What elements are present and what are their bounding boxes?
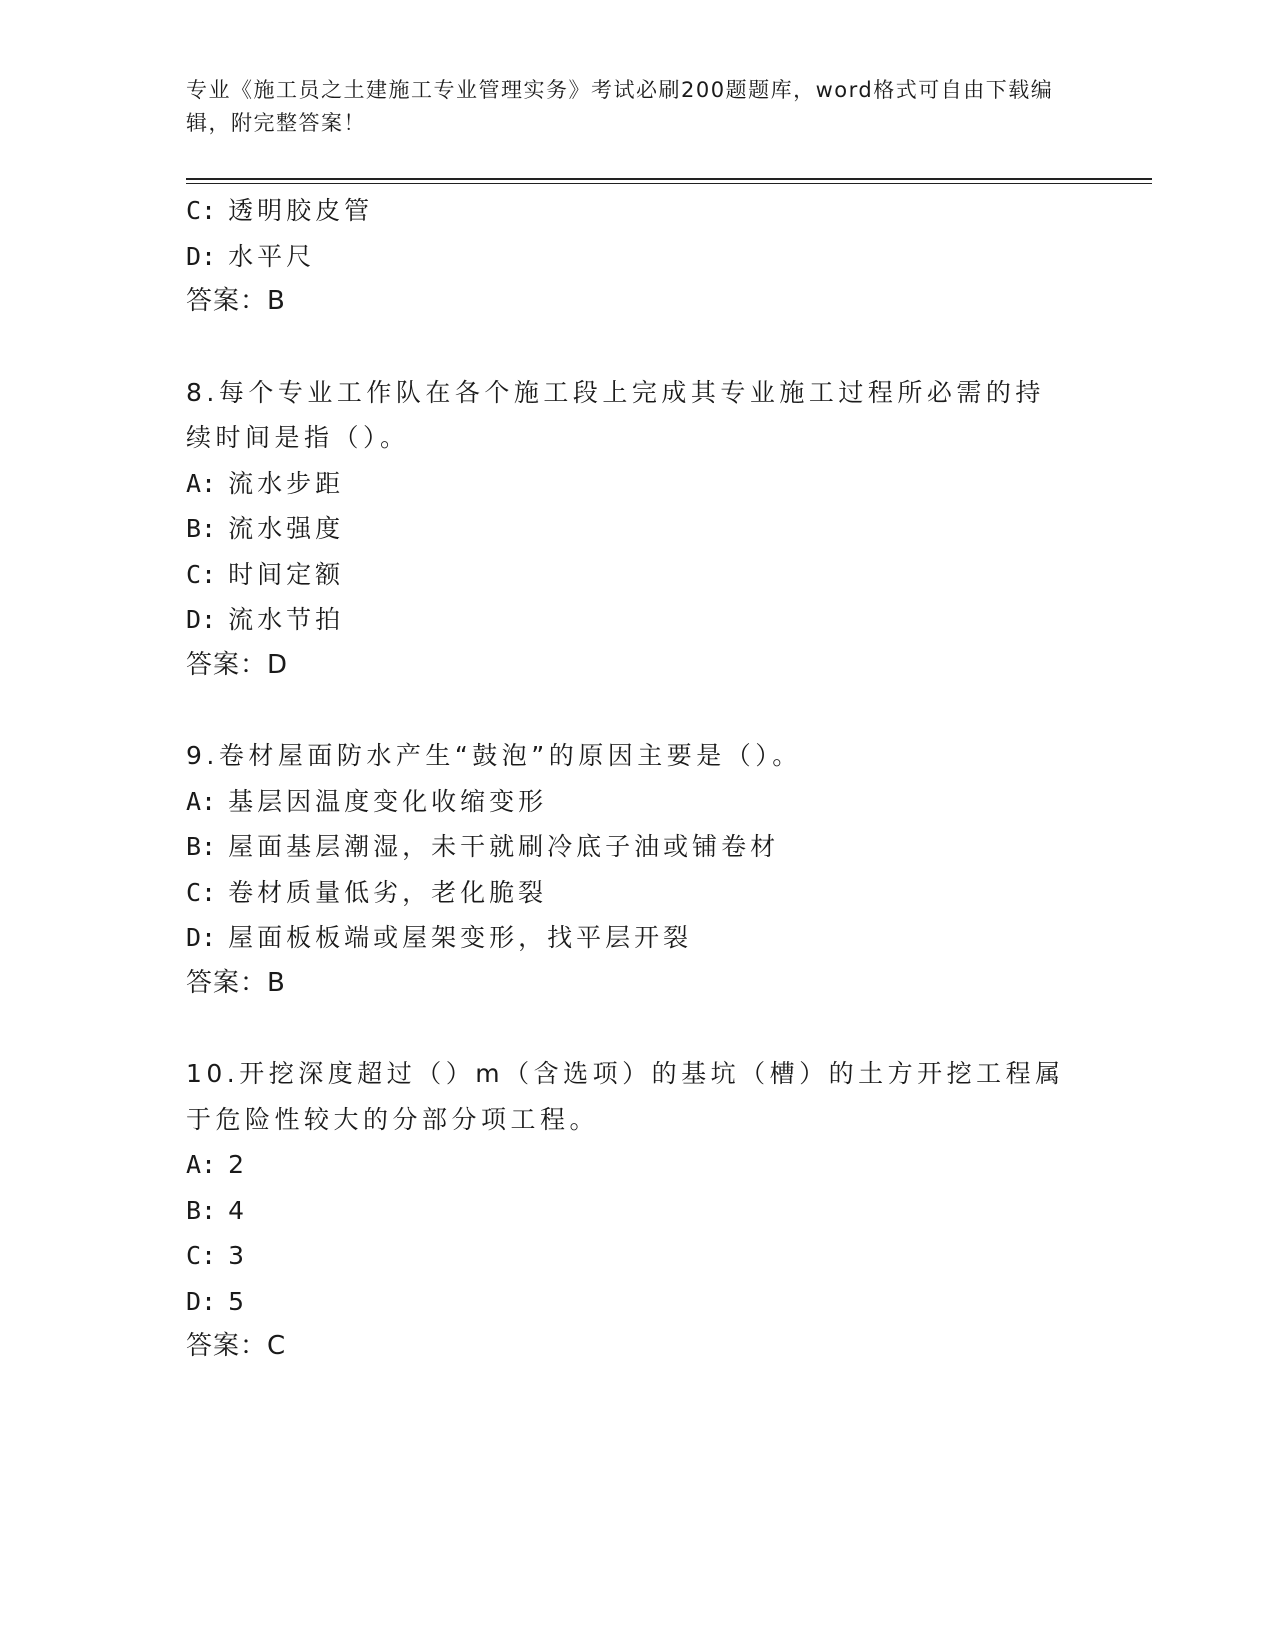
question-8 — [186, 370, 1086, 689]
option-a: A: 2 — [186, 1150, 248, 1179]
option-d: D: 水平尺 — [186, 241, 316, 271]
option-d: D: 屋面板板端或屋架变形，找平层开裂 — [186, 923, 693, 952]
option-b: B: 屋面基层潮湿，未干就刷冷底子油或铺卷材 — [186, 832, 780, 861]
option-c: C: 3 — [186, 1241, 248, 1270]
option-d: D: 5 — [186, 1286, 248, 1316]
question-list — [186, 188, 1086, 1370]
answer-line: 答案：B — [186, 967, 286, 998]
answer-line: 答案：B — [186, 286, 286, 316]
option-c: C: 时间定额 — [186, 559, 345, 589]
question-stem: 9.卷材屋面防水产生“鼓泡”的原因主要是（）。 — [186, 741, 802, 770]
answer-line: 答案：D — [186, 649, 289, 680]
option-c: C: 透明胶皮管 — [186, 196, 374, 225]
header-divider-thick — [186, 178, 1152, 180]
option-b: B: 流水强度 — [186, 514, 345, 543]
question-9 — [186, 733, 1086, 1006]
question-stem: 10.开挖深度超过（）m（含选项）的基坑（槽）的土方开挖工程属于危险性较大的分部分项工程。 — [186, 1059, 1065, 1134]
question-7-tail — [186, 188, 1086, 325]
header-divider-thin — [186, 183, 1152, 184]
document-header: 专业《施工员之土建施工专业管理实务》考试必刷200题题库，word格式可自由下载编辑，附完整答案！ — [186, 78, 1054, 135]
option-d: D: 流水节拍 — [186, 605, 345, 634]
option-b: B: 4 — [186, 1195, 248, 1225]
answer-line: 答案：C — [186, 1331, 287, 1361]
question-10 — [186, 1051, 1086, 1370]
option-a: A: 基层因温度变化收缩变形 — [186, 786, 548, 816]
option-a: A: 流水步距 — [186, 468, 345, 498]
option-c: C: 卷材质量低劣，老化脆裂 — [186, 877, 548, 907]
question-stem: 8.每个专业工作队在各个施工段上完成其专业施工过程所必需的持续时间是指（）。 — [186, 377, 1045, 452]
